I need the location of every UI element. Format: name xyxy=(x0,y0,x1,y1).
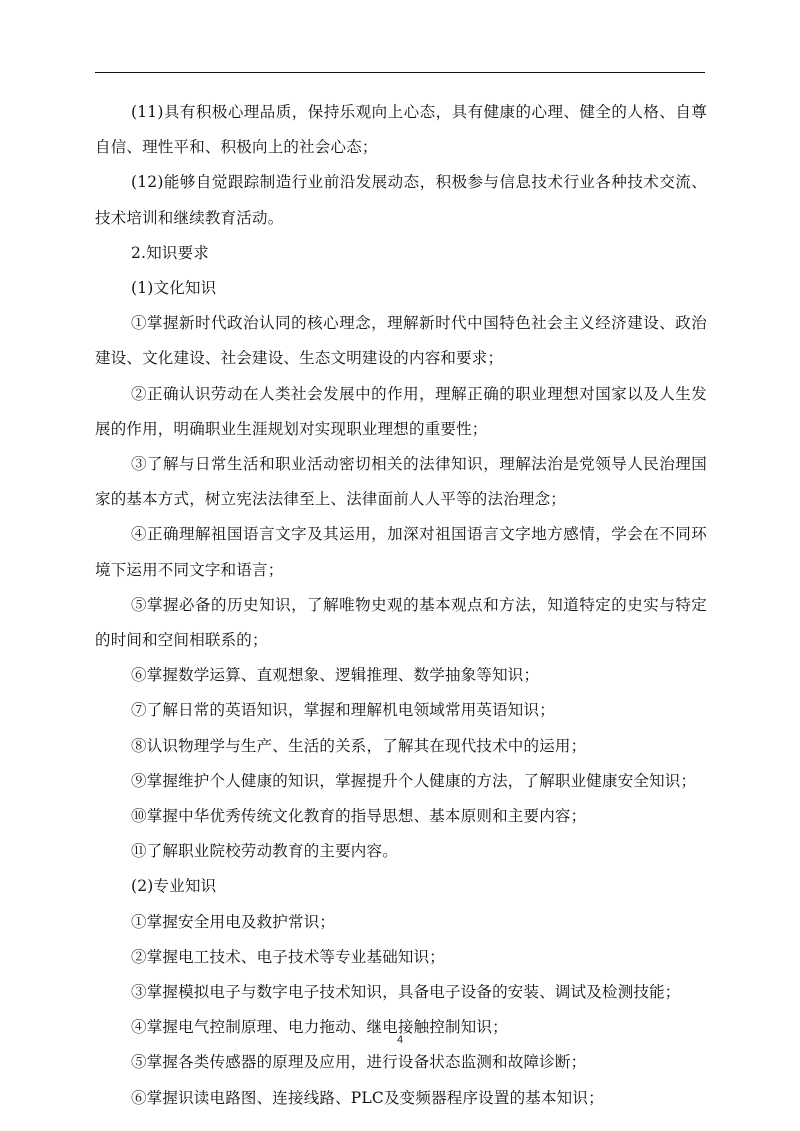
professional-item-5: ⑤掌握各类传感器的原理及应用，进行设备状态监测和故障诊断； xyxy=(131,1053,587,1072)
culture-item-10: ⑩掌握中华优秀传统文化教育的指导思想、基本原则和主要内容； xyxy=(131,807,587,826)
culture-item-4: ④正确理解祖国语言文字及其运用，加深对祖国语言文字地方感情，学会在不同环境下运用不同文字和语言； xyxy=(95,525,707,579)
professional-item-4: ④掌握电气控制原理、电力拖动、继电接触控制知识； xyxy=(131,1018,508,1037)
subheading-culture: (1)文化知识 xyxy=(131,279,217,298)
body-text xyxy=(95,95,707,1116)
culture-item-1: ①掌握新时代政治认同的核心理念，理解新时代中国特色社会主义经济建设、政治建设、文化建设、社会建设、生态文明建设的内容和要求； xyxy=(95,314,707,368)
section-heading-knowledge: 2.知识要求 xyxy=(131,243,209,262)
professional-item-6: ⑥掌握识读电路图、连接线路、PLC及变频器程序设置的基本知识； xyxy=(131,1088,604,1107)
subheading-professional: (2)专业知识 xyxy=(131,877,217,896)
culture-item-5: ⑤掌握必备的历史知识，了解唯物史观的基本观点和方法，知道特定的史实与特定的时间和空间相联系的； xyxy=(95,595,707,650)
culture-item-6: ⑥掌握数学运算、直观想象、逻辑推理、数学抽象等知识； xyxy=(131,666,540,685)
header-rule xyxy=(95,72,705,73)
culture-item-3: ③了解与日常生活和职业活动密切相关的法律知识，理解法治是党领导人民治理国家的基本方式，树立宪法法律至上、法律面前人人平等的法治理念； xyxy=(95,455,707,509)
culture-item-2: ②正确认识劳动在人类社会发展中的作用，理解正确的职业理想对国家以及人生发展的作用，明确职业生涯规划对实现职业理想的重要性； xyxy=(95,384,707,438)
paragraph-11: (11)具有积极心理品质，保持乐观向上心态，具有健康的心理、健全的人格、自尊自信、理性平和、积极向上的社会心态； xyxy=(95,103,707,157)
page-number: 4 xyxy=(396,1034,404,1046)
culture-item-9: ⑨掌握维护个人健康的知识，掌握提升个人健康的方法，了解职业健康安全知识； xyxy=(131,771,697,790)
culture-item-8: ⑧认识物理学与生产、生活的关系，了解其在现代技术中的运用； xyxy=(131,736,587,755)
professional-item-2: ②掌握电工技术、电子技术等专业基础知识； xyxy=(131,947,446,966)
culture-item-7: ⑦了解日常的英语知识，掌握和理解机电领域常用英语知识； xyxy=(131,701,555,720)
professional-item-1: ①掌握安全用电及救护常识； xyxy=(131,912,336,931)
professional-item-3: ③掌握模拟电子与数字电子技术知识，具备电子设备的安装、调试及检测技能； xyxy=(131,983,681,1002)
culture-item-11: ⑪了解职业院校劳动教育的主要内容。 xyxy=(131,842,398,861)
paragraph-12: (12)能够自觉跟踪制造行业前沿发展动态，积极参与信息技术行业各种技术交流、技术培训和继续教育活动。 xyxy=(95,173,707,227)
